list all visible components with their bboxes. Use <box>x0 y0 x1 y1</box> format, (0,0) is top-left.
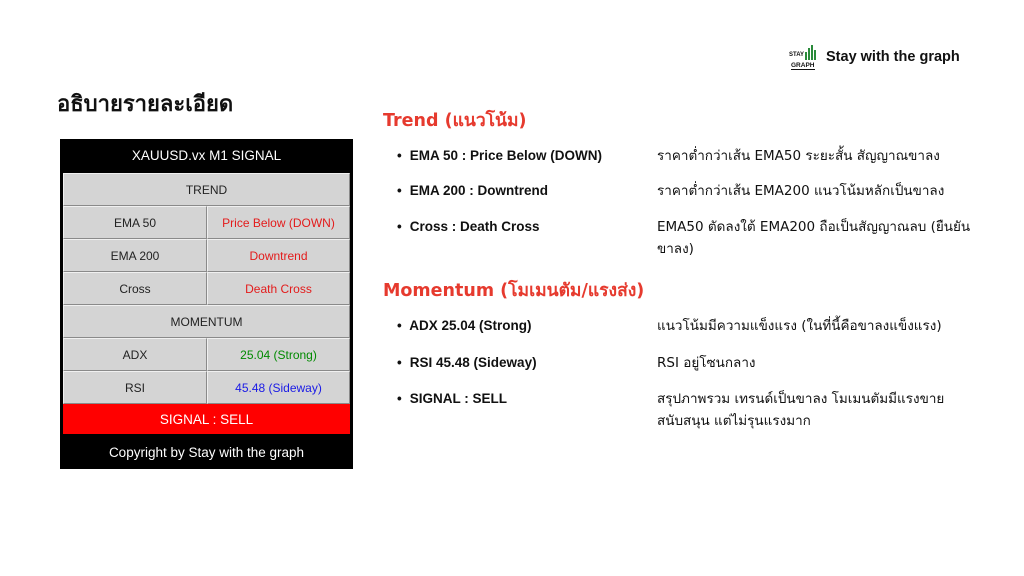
ema50-label: EMA 50 <box>63 206 207 239</box>
adx-label: ADX <box>63 338 207 371</box>
momentum-header: MOMENTUM <box>63 305 350 338</box>
bullet-term: RSI 45.48 (Sideway) <box>409 355 537 370</box>
bullet-adx <box>397 318 532 333</box>
desc-ema200: ราคาต่ำกว่าเส้น EMA200 แนวโน้มหลักเป็นขาลง <box>657 183 945 199</box>
bullet-ema200 <box>397 183 548 198</box>
page-title: อธิบายรายละเอียด <box>57 92 234 117</box>
bullet-dot: • <box>397 148 402 163</box>
desc-signal: สรุปภาพรวม เทรนด์เป็นขาลง โมเมนตัมมีแรงขาย สนับสนุน แต่ไม่รุนแรงมาก <box>657 391 945 429</box>
desc-ema50: ราคาต่ำกว่าเส้น EMA50 ระยะสั้น สัญญาณขาลง <box>657 148 940 164</box>
bullet-ema50 <box>397 148 602 163</box>
cross-label: Cross <box>63 272 207 305</box>
rsi-value: 45.48 (Sideway) <box>207 371 350 404</box>
stay-graph-logo-icon <box>788 42 818 72</box>
bullet-rsi <box>397 355 537 370</box>
ema200-value: Downtrend <box>207 239 350 272</box>
brand-name: Stay with the graph <box>826 49 960 65</box>
section-title-momentum: Momentum (โมเมนตัม/แรงส่ง) <box>383 281 645 301</box>
panel-title: XAUUSD.vx M1 SIGNAL <box>131 148 282 163</box>
bullet-dot: • <box>397 391 402 406</box>
signal-bar: SIGNAL : SELL <box>63 404 350 434</box>
desc-cross: EMA50 ตัดลงใต้ EMA200 ถือเป็นสัญญาณลบ (ยืนยันขาลง) <box>657 219 971 257</box>
section-title-trend: Trend (แนวโน้ม) <box>383 111 527 131</box>
trend-header: TREND <box>63 173 350 206</box>
bullet-term: SIGNAL : SELL <box>409 391 508 406</box>
bullet-term: EMA 200 : Downtrend <box>409 183 549 198</box>
bullet-dot: • <box>397 355 402 370</box>
ema50-value: Price Below (DOWN) <box>207 206 350 239</box>
signal-panel <box>60 139 353 469</box>
bullet-dot: • <box>397 219 402 234</box>
bullet-term: EMA 50 : Price Below (DOWN) <box>409 148 603 163</box>
bullet-dot: • <box>397 318 402 333</box>
bullet-dot: • <box>397 183 402 198</box>
cross-value: Death Cross <box>207 272 350 305</box>
svg-text:GRAPH: GRAPH <box>791 62 815 69</box>
bullet-signal <box>397 391 507 406</box>
bullet-cross <box>397 219 540 234</box>
desc-rsi: RSI อยู่โซนกลาง <box>657 355 756 371</box>
rsi-label: RSI <box>63 371 207 404</box>
svg-text:STAY: STAY <box>789 52 805 58</box>
desc-adx: แนวโน้มมีความแข็งแรง (ในที่นี้คือขาลงแข็งแรง) <box>657 318 942 334</box>
bullet-term: ADX 25.04 (Strong) <box>409 318 532 333</box>
brand <box>788 42 960 72</box>
bullet-term: Cross : Death Cross <box>409 219 540 234</box>
adx-value: 25.04 (Strong) <box>207 338 350 371</box>
ema200-label: EMA 200 <box>63 239 207 272</box>
panel-footer: Copyright by Stay with the graph <box>108 445 305 460</box>
